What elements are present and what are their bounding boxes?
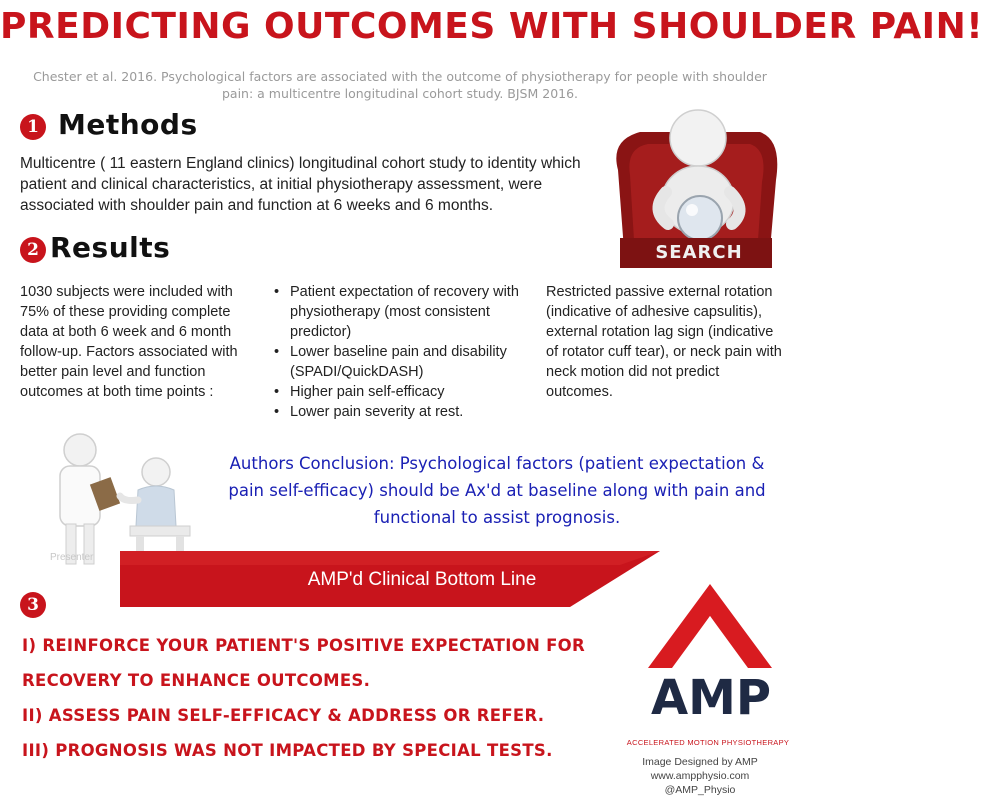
bottom-line-item-3: III) PROGNOSIS WAS NOT IMPACTED BY SPECIAL TESTS. <box>22 741 553 760</box>
presenter-watermark: Presenter <box>50 552 94 563</box>
results-column-1: 1030 subjects were included with 75% of these providing complete data at both 6 week and 6 month follow-up. Factors associated with better pain level and function outcomes at both time points : <box>20 284 238 400</box>
page-title: PREDICTING OUTCOMES WITH SHOULDER PAIN! <box>0 6 983 47</box>
credit-website: www.ampphysio.com <box>650 770 750 782</box>
authors-conclusion: Authors Conclusion: Psychological factors (patient expectation & pain self-efficacy) should be Ax'd at baseline along with pain and functional to assist prognosis. <box>228 454 766 527</box>
citation: Chester et al. 2016. Psychological factors are associated with the outcome of physiotherapy for people with shoulder pain: a multicentre longitudinal cohort study. BJSM 2016. <box>33 69 767 101</box>
results-bullet-list <box>270 282 525 422</box>
results-bullet-1: • Patient expectation of recovery with physiotherapy (most consistent predictor) <box>270 282 525 342</box>
bottom-line-banner-label: AMP'd Clinical Bottom Line <box>307 569 537 590</box>
credit-designed-by: Image Designed by AMP <box>642 756 758 768</box>
results-column-2 <box>270 282 525 422</box>
bottom-line-item-1-cont: RECOVERY TO ENHANCE OUTCOMES. <box>22 671 371 690</box>
results-column-3: Restricted passive external rotation (indicative of adhesive capsulitis), external rotation lag sign (indicative of rotator cuff tear), or neck pain with neck motion did not predict outcomes. <box>546 284 782 400</box>
amp-logo-text: AMP <box>650 670 772 726</box>
methods-heading: Methods <box>58 108 198 141</box>
amp-logo-icon <box>640 580 780 670</box>
results-bullet-2: • Lower baseline pain and disability (SPADI/QuickDASH) <box>270 342 525 382</box>
bottom-line-item-2: II) ASSESS PAIN SELF-EFFICACY & ADDRESS OR REFER. <box>22 706 545 725</box>
methods-text: Multicentre ( 11 eastern England clinics) longitudinal cohort study to identity which patient and clinical characteristics, at initial physiotherapy assessment, were associated with shoulder pain and function at 6 weeks and 6 months. <box>20 155 581 214</box>
results-bullet-3: • Higher pain self-efficacy <box>270 382 525 402</box>
section-number-2: 2 <box>20 237 46 263</box>
section-number-3: 3 <box>20 592 46 618</box>
bottom-line-item-1: I) REINFORCE YOUR PATIENT'S POSITIVE EXPECTATION FOR <box>22 636 586 655</box>
results-bullet-4: • Lower pain severity at rest. <box>270 402 525 422</box>
section-number-1: 1 <box>20 114 46 140</box>
credit-handle: @AMP_Physio <box>664 784 736 796</box>
amp-logo-tagline: ACCELERATED MOTION PHYSIOTHERAPY <box>626 738 790 747</box>
bottom-line-list <box>22 628 612 768</box>
results-heading: Results <box>50 231 171 264</box>
search-sign-text: SEARCH <box>655 242 743 263</box>
